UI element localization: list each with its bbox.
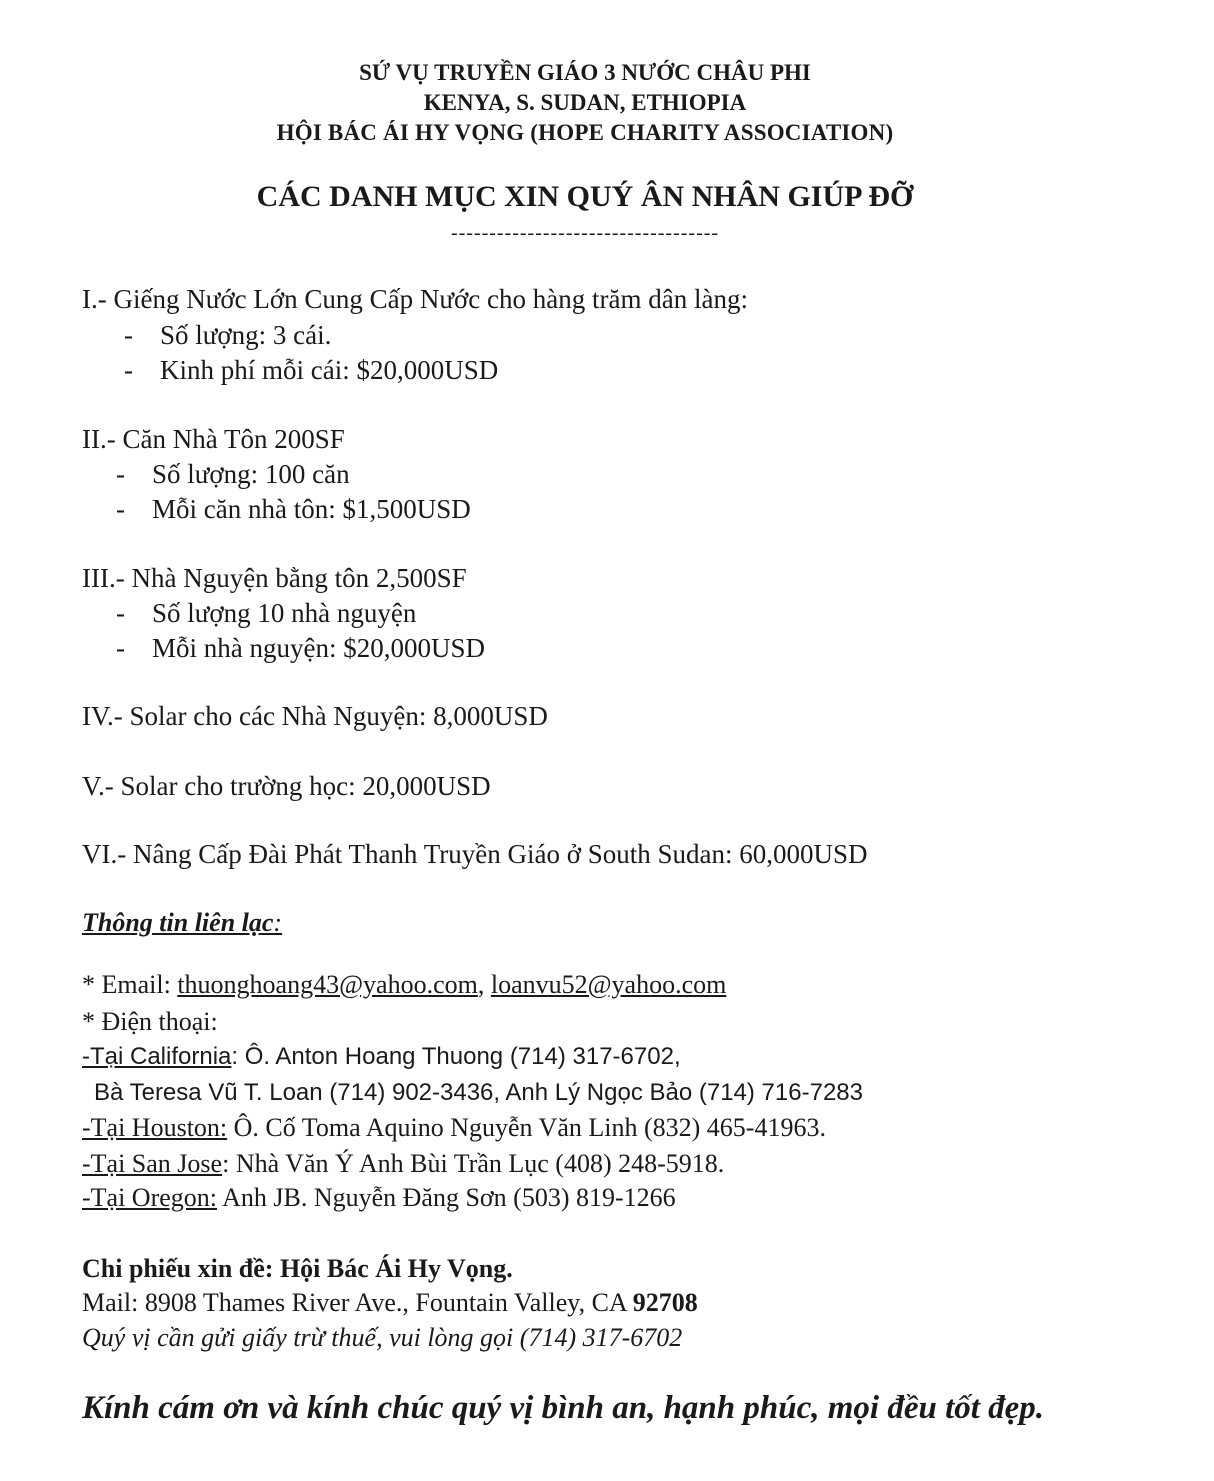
cheque-payable: Chi phiếu xin đề: Hội Bác Ái Hy Vọng. — [82, 1254, 513, 1283]
section-3-item-1: - Số lượng 10 nhà nguyện — [116, 598, 417, 628]
section-4-title: IV.- Solar cho các Nhà Nguyện: 8,000USD — [82, 701, 548, 731]
mail-address: Mail: 8908 Thames River Ave., Fountain Valley, CA 92708 — [82, 1288, 698, 1317]
section-6-title: VI.- Nâng Cấp Đài Phát Thanh Truyền Giáo ở South Sudan: 60,000USD — [82, 839, 868, 869]
section-5-title: V.- Solar cho trường học: 20,000USD — [82, 771, 491, 801]
email-link-2[interactable]: loanvu52@yahoo.com — [490, 970, 727, 999]
contact-san-jose: -Tại San Jose: Nhà Văn Ý Anh Bùi Trần Lục (408) 248-5918. — [82, 1149, 725, 1178]
section-2-title: II.- Căn Nhà Tôn 200SF — [82, 424, 345, 454]
tax-receipt-note: Quý vị cần gửi giấy trừ thuế, vui lòng gọi (714) 317-6702 — [82, 1323, 683, 1352]
closing-message: Kính cám ơn và kính chúc quý vị bình an, hạnh phúc, mọi đều tốt đẹp. — [82, 1390, 1045, 1426]
contact-california-2: Bà Teresa Vũ T. Loan (714) 902-3436, Anh Lý Ngọc Bảo (714) 716-7283 — [94, 1079, 863, 1106]
bullet-dash: - — [116, 633, 125, 663]
document-title: CÁC DANH MỤC XIN QUÝ ÂN NHÂN GIÚP ĐỠ — [256, 180, 914, 213]
bullet-dash: - — [116, 494, 125, 524]
section-1-item-1: - Số lượng: 3 cái. — [124, 320, 332, 350]
phone-label: * Điện thoại: — [82, 1007, 218, 1036]
contact-oregon: -Tại Oregon: Anh JB. Nguyễn Đăng Sơn (503) 819-1266 — [82, 1183, 676, 1212]
section-1-title: I.- Giếng Nước Lớn Cung Cấp Nước cho hàng trăm dân làng: — [82, 284, 748, 314]
header-line-1: SỨ VỤ TRUYỀN GIÁO 3 NƯỚC CHÂU PHI — [359, 60, 811, 85]
bullet-dash: - — [124, 320, 133, 350]
bullet-dash: - — [116, 459, 125, 489]
section-2-item-1: - Số lượng: 100 căn — [116, 459, 350, 489]
contact-california: -Tại California: Ô. Anton Hoang Thuong (714) 317-6702, — [82, 1043, 681, 1070]
bullet-dash: - — [124, 355, 133, 385]
email-line: * Email: thuonghoang43@yahoo.com, loanvu52@yahoo.com — [82, 970, 727, 999]
title-rule: ----------------------------------- — [450, 222, 720, 244]
bullet-dash: - — [116, 598, 125, 628]
section-3-title: III.- Nhà Nguyện bằng tôn 2,500SF — [82, 563, 467, 593]
header-line-2: KENYA, S. SUDAN, ETHIOPIA — [423, 90, 747, 115]
contact-heading: Thông tin liên lạc: — [82, 908, 283, 937]
section-1-item-2: - Kinh phí mỗi cái: $20,000USD — [124, 355, 499, 385]
contact-houston: -Tại Houston: Ô. Cố Toma Aquino Nguyễn Văn Linh (832) 465-41963. — [82, 1113, 826, 1142]
section-2-item-2: - Mỗi căn nhà tôn: $1,500USD — [116, 494, 471, 524]
header-line-3: HỘI BÁC ÁI HY VỌNG (HOPE CHARITY ASSOCIATION) — [276, 120, 894, 145]
email-link-1[interactable]: thuonghoang43@yahoo.com — [177, 970, 478, 999]
section-3-item-2: - Mỗi nhà nguyện: $20,000USD — [116, 633, 485, 663]
